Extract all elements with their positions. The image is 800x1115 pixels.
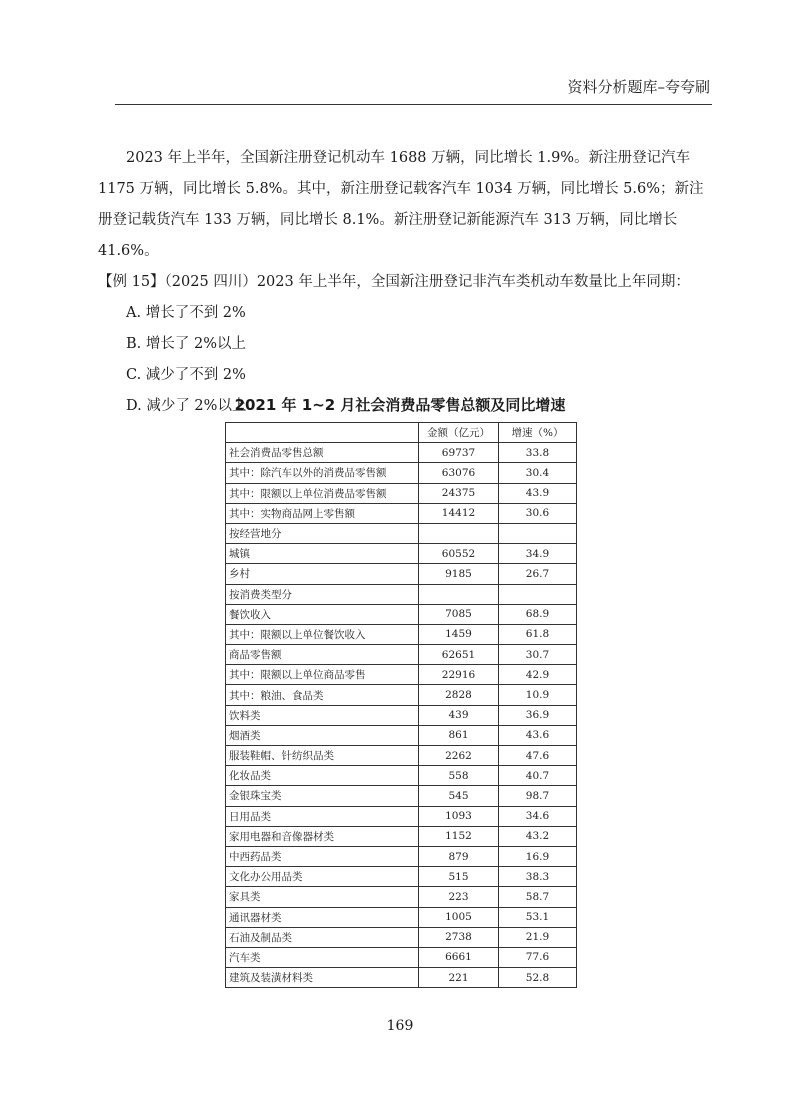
row-label: 其中：粮油、食品类 xyxy=(226,685,419,705)
page-number: 169 xyxy=(386,1018,414,1034)
row-label: 服装鞋帽、针纺织品类 xyxy=(226,746,419,766)
row-amount: 515 xyxy=(419,867,499,887)
table-row xyxy=(226,544,577,564)
table-row xyxy=(226,887,577,907)
row-label: 文化办公用品类 xyxy=(226,867,419,887)
row-amount: 545 xyxy=(419,786,499,806)
row-label: 乡村 xyxy=(226,564,419,584)
table-row xyxy=(226,746,577,766)
table-header-row xyxy=(226,423,577,443)
row-amount: 24375 xyxy=(419,483,499,503)
row-label: 其中：限额以上单位商品零售 xyxy=(226,665,419,685)
row-growth: 21.9 xyxy=(499,927,577,947)
row-label: 饮料类 xyxy=(226,705,419,725)
row-amount: 2828 xyxy=(419,685,499,705)
row-label: 烟酒类 xyxy=(226,725,419,745)
row-label: 其中：限额以上单位餐饮收入 xyxy=(226,624,419,644)
table-row xyxy=(226,463,577,483)
question-stem: 【例 15】（2025 四川）2023 年上半年，全国新注册登记非汽车类机动车数量比上年同期： xyxy=(98,274,690,290)
header-rule xyxy=(115,104,712,105)
row-amount xyxy=(419,584,499,604)
row-amount: 2262 xyxy=(419,746,499,766)
row-amount: 63076 xyxy=(419,463,499,483)
row-growth: 34.9 xyxy=(499,544,577,564)
table-row xyxy=(226,786,577,806)
row-growth: 30.6 xyxy=(499,503,577,523)
header-cell-label xyxy=(226,423,419,443)
row-growth: 26.7 xyxy=(499,564,577,584)
table-row xyxy=(226,968,577,988)
row-growth: 30.7 xyxy=(499,645,577,665)
table-row xyxy=(226,564,577,584)
table-row xyxy=(226,503,577,523)
row-amount: 7085 xyxy=(419,604,499,624)
row-label: 按消费类型分 xyxy=(226,584,419,604)
row-growth: 53.1 xyxy=(499,907,577,927)
row-growth: 42.9 xyxy=(499,665,577,685)
table-row xyxy=(226,766,577,786)
row-amount: 9185 xyxy=(419,564,499,584)
table-row xyxy=(226,867,577,887)
row-growth: 61.8 xyxy=(499,624,577,644)
row-amount: 2738 xyxy=(419,927,499,947)
row-growth: 34.6 xyxy=(499,806,577,826)
table-body xyxy=(226,443,577,988)
option-item: D. 减少了 2%以上 xyxy=(126,398,247,414)
row-amount: 22916 xyxy=(419,665,499,685)
row-amount: 879 xyxy=(419,846,499,866)
row-growth: 16.9 xyxy=(499,846,577,866)
row-growth: 43.6 xyxy=(499,725,577,745)
header-cell-amount: 金额（亿元） xyxy=(419,423,499,443)
retail-sales-table xyxy=(225,422,577,988)
row-growth: 77.6 xyxy=(499,947,577,967)
row-amount xyxy=(419,523,499,543)
row-growth: 47.6 xyxy=(499,746,577,766)
table-row xyxy=(226,624,577,644)
table-row xyxy=(226,665,577,685)
table-row xyxy=(226,725,577,745)
row-amount: 1152 xyxy=(419,826,499,846)
row-growth: 98.7 xyxy=(499,786,577,806)
row-growth: 10.9 xyxy=(499,685,577,705)
row-label: 其中：限额以上单位消费品零售额 xyxy=(226,483,419,503)
passage-paragraph: 2023 年上半年，全国新注册登记机动车 1688 万辆，同比增长 1.9%。新注册登记汽车 1175 万辆，同比增长 5.8%。其中，新注册登记载客汽车 1034 万辆，同比增长 5.6%；新注册登记载货汽车 133 万辆，同比增长 8.1%。新注册登记新能源汽车 313 万辆，同比增长 41.6%。 xyxy=(98,150,704,259)
row-amount: 6661 xyxy=(419,947,499,967)
row-amount: 1005 xyxy=(419,907,499,927)
row-label: 建筑及装潢材料类 xyxy=(226,968,419,988)
row-label: 城镇 xyxy=(226,544,419,564)
row-label: 社会消费品零售总额 xyxy=(226,443,419,463)
row-growth: 68.9 xyxy=(499,604,577,624)
table-row xyxy=(226,685,577,705)
table-row xyxy=(226,604,577,624)
table-row xyxy=(226,806,577,826)
table-row xyxy=(226,645,577,665)
row-amount: 223 xyxy=(419,887,499,907)
table-row xyxy=(226,947,577,967)
row-label: 石油及制品类 xyxy=(226,927,419,947)
row-label: 按经营地分 xyxy=(226,523,419,543)
option-item: C. 减少了不到 2% xyxy=(126,367,246,383)
row-label: 商品零售额 xyxy=(226,645,419,665)
table-row xyxy=(226,907,577,927)
row-amount: 861 xyxy=(419,725,499,745)
row-growth: 36.9 xyxy=(499,705,577,725)
row-label: 汽车类 xyxy=(226,947,419,967)
row-growth: 40.7 xyxy=(499,766,577,786)
table-title: 2021 年 1~2 月社会消费品零售总额及同比增速 xyxy=(234,396,566,414)
row-label: 通讯器材类 xyxy=(226,907,419,927)
row-amount: 62651 xyxy=(419,645,499,665)
table-row xyxy=(226,705,577,725)
row-amount: 1459 xyxy=(419,624,499,644)
row-label: 化妆品类 xyxy=(226,766,419,786)
row-growth: 58.7 xyxy=(499,887,577,907)
row-label: 餐饮收入 xyxy=(226,604,419,624)
row-growth: 52.8 xyxy=(499,968,577,988)
row-label: 其中：除汽车以外的消费品零售额 xyxy=(226,463,419,483)
row-label: 家具类 xyxy=(226,887,419,907)
row-amount: 221 xyxy=(419,968,499,988)
row-amount: 558 xyxy=(419,766,499,786)
row-growth: 38.3 xyxy=(499,867,577,887)
table-row xyxy=(226,927,577,947)
option-item: A. 增长了不到 2% xyxy=(126,305,246,321)
row-amount: 69737 xyxy=(419,443,499,463)
row-amount: 1093 xyxy=(419,806,499,826)
row-label: 金银珠宝类 xyxy=(226,786,419,806)
row-amount: 60552 xyxy=(419,544,499,564)
row-label: 其中：实物商品网上零售额 xyxy=(226,503,419,523)
row-growth: 33.8 xyxy=(499,443,577,463)
page-header-title: 资料分析题库–夸夸刷 xyxy=(567,78,710,96)
table-row xyxy=(226,483,577,503)
table-row xyxy=(226,584,577,604)
row-growth xyxy=(499,584,577,604)
row-growth: 43.9 xyxy=(499,483,577,503)
row-amount: 439 xyxy=(419,705,499,725)
row-growth: 30.4 xyxy=(499,463,577,483)
option-item: B. 增长了 2%以上 xyxy=(126,336,246,352)
table-row xyxy=(226,523,577,543)
row-amount: 14412 xyxy=(419,503,499,523)
table-row xyxy=(226,826,577,846)
row-growth xyxy=(499,523,577,543)
row-label: 中西药品类 xyxy=(226,846,419,866)
row-label: 家用电器和音像器材类 xyxy=(226,826,419,846)
header-cell-growth: 增速（%） xyxy=(499,423,577,443)
table-row xyxy=(226,846,577,866)
table-row xyxy=(226,443,577,463)
passage-block xyxy=(98,143,714,422)
row-label: 日用品类 xyxy=(226,806,419,826)
row-growth: 43.2 xyxy=(499,826,577,846)
